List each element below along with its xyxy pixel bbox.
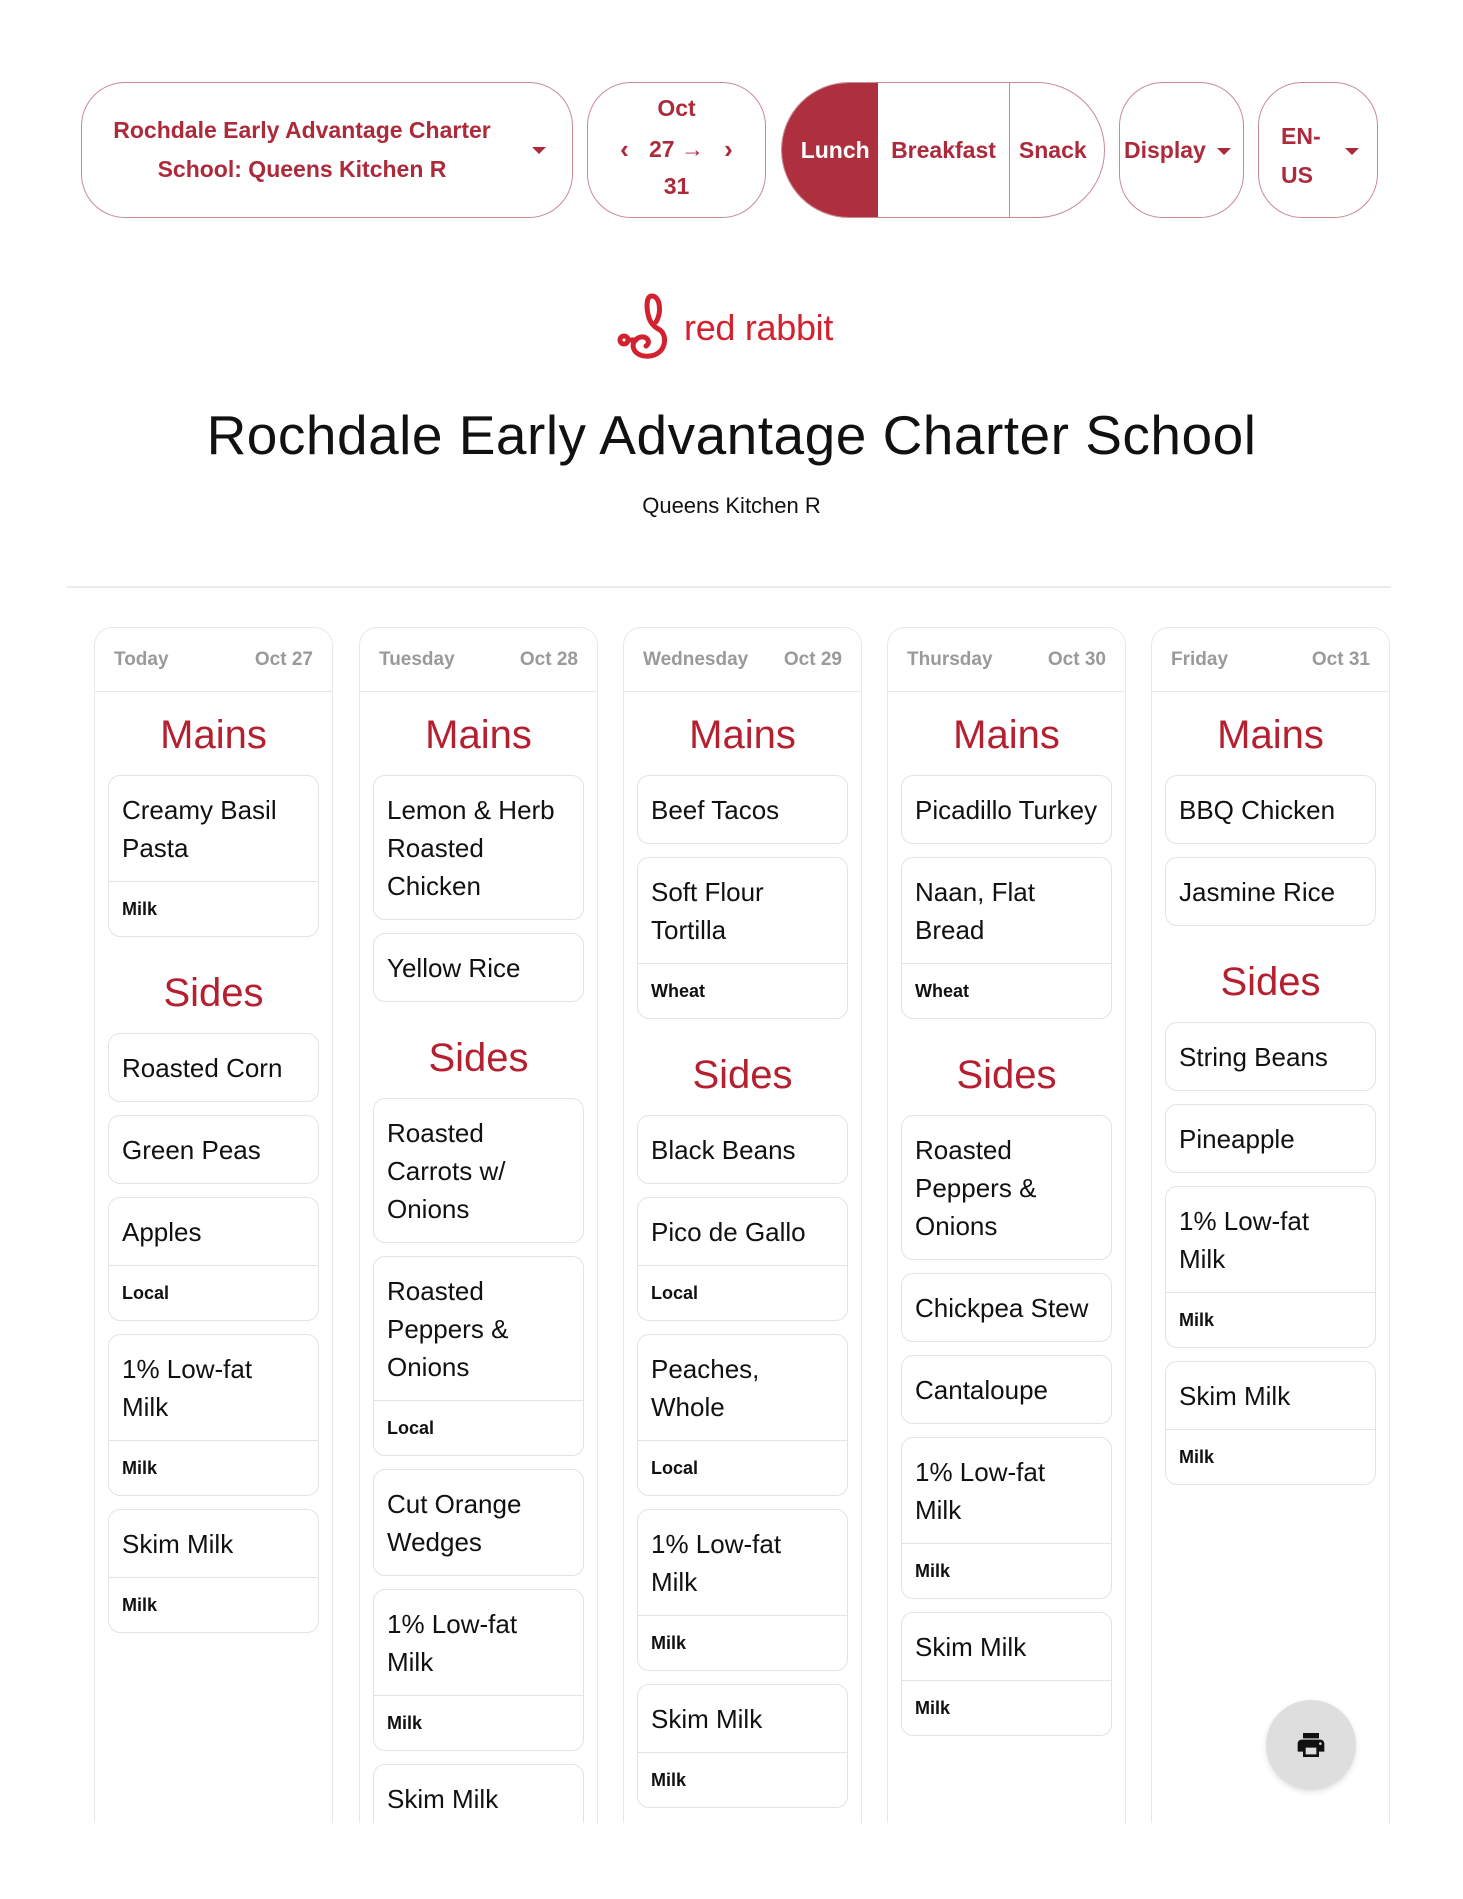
divider (67, 586, 1391, 588)
menu-item-name: Cantaloupe (915, 1375, 1048, 1405)
day-name: Thursday (907, 648, 993, 670)
menu-item-name: Roasted Peppers & Onions (915, 1135, 1037, 1241)
menu-item-name: Apples (122, 1217, 202, 1247)
rabbit-logo-icon (616, 292, 676, 364)
menu-item[interactable] (108, 1115, 319, 1184)
menu-item[interactable] (901, 1612, 1112, 1736)
menu-item[interactable] (1165, 1022, 1376, 1091)
day-column (623, 627, 862, 1899)
menu-item[interactable] (901, 775, 1112, 844)
menu-item-tag: Local (109, 1265, 318, 1320)
menu-item[interactable] (1165, 775, 1376, 844)
menu-item-name: Black Beans (651, 1135, 796, 1165)
menu-item-name: Pineapple (1179, 1124, 1295, 1154)
section-title-sides: Sides (692, 1053, 793, 1097)
menu-item-tag: Milk (1166, 1429, 1375, 1484)
section-title-sides: Sides (428, 1036, 529, 1080)
day-name: Tuesday (379, 648, 455, 670)
menu-item-name: BBQ Chicken (1179, 795, 1336, 825)
menu-item-name: Roasted Peppers & Onions (387, 1276, 509, 1382)
menu-item-name: Roasted Carrots w/ Onions (387, 1118, 506, 1224)
menu-item-tag: Local (638, 1265, 847, 1320)
date-range-start (642, 136, 712, 163)
menu-item[interactable] (373, 933, 584, 1002)
menu-item-tag: Wheat (638, 963, 847, 1018)
day-header (360, 628, 597, 692)
section-title-mains: Mains (1217, 713, 1324, 757)
menu-item[interactable] (373, 1098, 584, 1243)
page-title: Rochdale Early Advantage Charter School (206, 404, 1257, 466)
day-column (1151, 627, 1390, 1899)
date-range-end: 31 (663, 173, 690, 199)
menu-item-name: Creamy Basil Pasta (122, 795, 277, 863)
menu-item-name: Roasted Corn (122, 1053, 283, 1083)
menu-item-tag: Wheat (902, 963, 1111, 1018)
menu-item[interactable] (373, 775, 584, 920)
menu-item[interactable] (637, 1115, 848, 1184)
menu-item[interactable] (108, 1509, 319, 1633)
tab-snack[interactable]: Snack (1018, 136, 1087, 163)
day-header (95, 628, 332, 692)
day-column (359, 627, 598, 1899)
date-month: Oct (657, 95, 696, 121)
menu-item[interactable] (637, 775, 848, 844)
prev-week-button[interactable]: ‹ (620, 134, 629, 164)
menu-item-name: Picadillo Turkey (915, 795, 1098, 825)
menu-item[interactable] (108, 1033, 319, 1102)
menu-item[interactable] (901, 1115, 1112, 1260)
day-name: Today (114, 648, 169, 670)
menu-item-name: Yellow Rice (387, 953, 521, 983)
menu-item-name: Skim Milk (915, 1632, 1027, 1662)
menu-item[interactable] (637, 1334, 848, 1496)
section-title-sides: Sides (163, 971, 264, 1015)
menu-item[interactable] (108, 1334, 319, 1496)
menu-item[interactable] (1165, 857, 1376, 926)
menu-item[interactable] (373, 1589, 584, 1751)
date-range-nav (587, 82, 766, 218)
menu-item-name: Soft Flour Tortilla (651, 877, 764, 945)
tab-lunch[interactable]: Lunch (782, 83, 878, 217)
chevron-down-icon (532, 147, 546, 154)
school-select[interactable] (81, 82, 573, 218)
range-start-day: 27 (649, 136, 675, 162)
brand-name: red rabbit (684, 307, 834, 348)
section-title-mains: Mains (689, 713, 796, 757)
menu-item-name: String Beans (1179, 1042, 1328, 1072)
menu-item[interactable] (637, 1684, 848, 1808)
menu-item-tag: Milk (109, 1577, 318, 1632)
day-date: Oct 30 (1047, 648, 1106, 670)
menu-item[interactable] (108, 1197, 319, 1321)
menu-item-tag: Milk (1166, 1292, 1375, 1347)
tab-breakfast[interactable]: Breakfast (878, 83, 1009, 217)
menu-item-name: 1% Low-fat Milk (915, 1457, 1046, 1525)
printer-icon (1294, 1729, 1328, 1761)
display-select[interactable] (1119, 82, 1244, 218)
menu-item[interactable] (1165, 1186, 1376, 1348)
menu-controls (81, 82, 1381, 218)
chevron-down-icon (1345, 148, 1359, 155)
day-name: Wednesday (643, 648, 749, 670)
school-select-label: Rochdale Early Advantage Charter School: Queens Kitchen R (113, 117, 491, 182)
menu-item-name: 1% Low-fat Milk (387, 1609, 518, 1677)
menu-item[interactable] (901, 857, 1112, 1019)
menu-item[interactable] (108, 775, 319, 937)
day-date: Oct 28 (519, 648, 578, 670)
menu-item-tag: Milk (638, 1752, 847, 1807)
menu-item-tag: Milk (902, 1680, 1111, 1735)
section-title-mains: Mains (425, 713, 532, 757)
menu-item-name: Skim Milk (651, 1704, 763, 1734)
menu-item-name: Peaches, Whole (651, 1354, 760, 1422)
brand-logo (616, 292, 833, 364)
menu-item[interactable] (901, 1273, 1112, 1342)
section-title-mains: Mains (953, 713, 1060, 757)
day-date: Oct 27 (254, 648, 313, 670)
menu-item-name: Beef Tacos (651, 795, 780, 825)
day-column (94, 627, 333, 1899)
menu-item-name: Naan, Flat Bread (915, 877, 1035, 945)
menu-item-name: Skim Milk (122, 1529, 234, 1559)
menu-item[interactable] (637, 1509, 848, 1671)
page-bottom (0, 1823, 1463, 1899)
menu-item-name: Cut Orange Wedges (387, 1489, 522, 1557)
menu-item-name: 1% Low-fat Milk (1179, 1206, 1310, 1274)
language-select-label: EN- US (1281, 123, 1321, 188)
meal-tabs (781, 82, 1105, 218)
display-select-label: Display (1124, 136, 1206, 163)
next-week-button[interactable]: › (724, 134, 733, 164)
menu-item-tag: Local (638, 1440, 847, 1495)
menu-item-name: Green Peas (122, 1135, 261, 1165)
menu-item-name: Skim Milk (1179, 1381, 1291, 1411)
menu-item-tag: Milk (109, 881, 318, 936)
menu-item-tag: Milk (109, 1440, 318, 1495)
menu-item[interactable] (373, 1469, 584, 1576)
menu-item-name: Chickpea Stew (915, 1293, 1089, 1323)
day-date: Oct 29 (783, 648, 842, 670)
menu-item-name: Jasmine Rice (1179, 877, 1336, 907)
day-date: Oct 31 (1311, 648, 1370, 670)
section-title-sides: Sides (956, 1053, 1057, 1097)
day-header (888, 628, 1125, 692)
menu-item[interactable] (637, 1197, 848, 1321)
menu-item[interactable] (637, 857, 848, 1019)
arrow-right-icon: → (680, 136, 704, 162)
menu-item-name: Pico de Gallo (651, 1217, 806, 1247)
section-title-sides: Sides (1220, 960, 1321, 1004)
menu-item-tag: Milk (374, 1695, 583, 1750)
day-header (624, 628, 861, 692)
day-name: Friday (1171, 648, 1229, 670)
menu-item[interactable] (901, 1355, 1112, 1424)
language-select[interactable] (1258, 82, 1378, 218)
print-button[interactable] (1266, 1700, 1356, 1790)
chevron-down-icon (1217, 148, 1231, 155)
day-column (887, 627, 1126, 1899)
page-subtitle: Queens Kitchen R (642, 493, 821, 518)
menu-item[interactable] (1165, 1361, 1376, 1485)
menu-item-name: Skim Milk (387, 1784, 499, 1814)
menu-item[interactable] (1165, 1104, 1376, 1173)
menu-item-name: 1% Low-fat Milk (651, 1529, 782, 1597)
day-header (1152, 628, 1389, 692)
menu-item[interactable] (901, 1437, 1112, 1599)
menu-item-tag: Local (374, 1400, 583, 1455)
menu-item-tag: Milk (902, 1543, 1111, 1598)
section-title-mains: Mains (160, 713, 267, 757)
menu-item-tag: Milk (638, 1615, 847, 1670)
menu-item-name: 1% Low-fat Milk (122, 1354, 253, 1422)
menu-item[interactable] (373, 1256, 584, 1456)
menu-item-name: Lemon & Herb Roasted Chicken (387, 795, 555, 901)
